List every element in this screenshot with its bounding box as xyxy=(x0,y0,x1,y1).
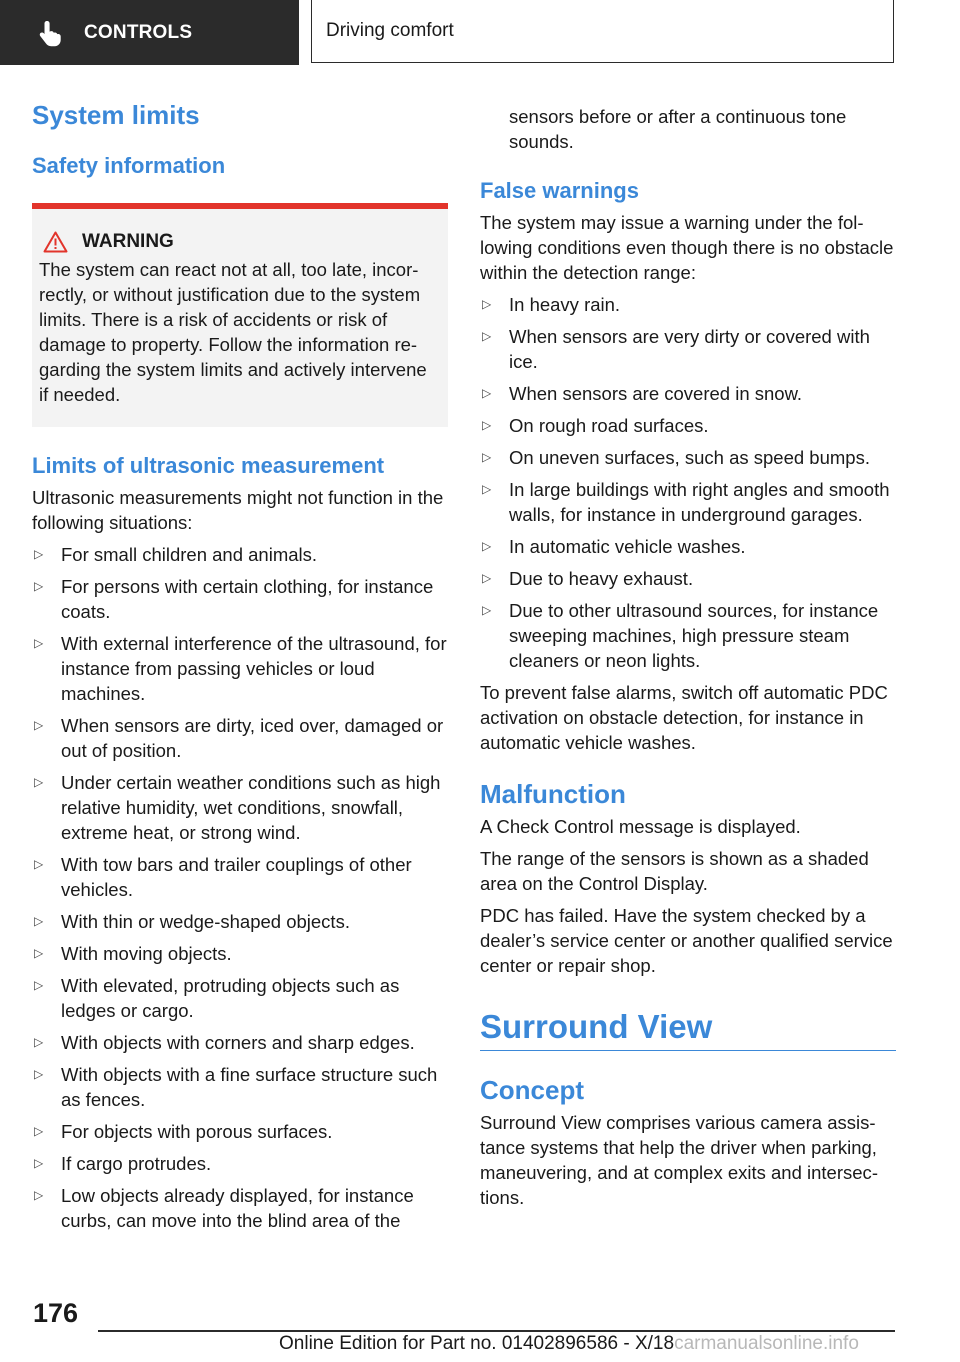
triangle-bullet-icon: ▷ xyxy=(482,418,492,432)
triangle-bullet-icon: ▷ xyxy=(34,579,44,593)
triangle-bullet-icon: ▷ xyxy=(482,450,492,464)
triangle-bullet-icon: ▷ xyxy=(34,547,44,561)
right-column xyxy=(480,100,896,1210)
heading-false-warnings: False warnings xyxy=(480,178,639,203)
triangle-bullet-icon: ▷ xyxy=(34,1156,44,1170)
warning-box xyxy=(32,203,448,427)
warning-label: WARNING xyxy=(82,231,174,252)
false-intro: The system may issue a warning under the following conditions even though there is no obstacle within the detection range: xyxy=(480,212,894,283)
edition-text: Online Edition for Part no. 01402896586 - X/18 xyxy=(279,1333,675,1354)
triangle-bullet-icon: ▷ xyxy=(482,386,492,400)
watermark-text: carmanualsonline.info xyxy=(674,1333,859,1354)
heading-malfunction: Malfunction xyxy=(480,779,626,809)
list-item: ▷ Due to other ultrasound sources, for instance sweeping machines, high pressure steam cleaners or neon lights. xyxy=(482,600,879,671)
triangle-bullet-icon: ▷ xyxy=(34,636,44,650)
triangle-bullet-icon: ▷ xyxy=(34,857,44,871)
list-item: ▷ When sensors are dirty, iced over, damaged or out of position. xyxy=(34,715,444,761)
limits-list xyxy=(32,542,448,1233)
triangle-bullet-icon: ▷ xyxy=(482,297,492,311)
section-label: CONTROLS xyxy=(84,21,193,43)
list-item: ▷ With external interference of the ultrasound, for instance from passing vehicles or loud machines. xyxy=(34,633,447,704)
warning-triangle-icon xyxy=(43,231,68,253)
list-item: ▷ When sensors are covered in snow. xyxy=(482,383,803,404)
header-section-tab xyxy=(0,0,299,65)
limits-intro: Ultrasonic measurements might not function in the following situations: xyxy=(32,487,444,533)
subtitle-safety-information: Safety information xyxy=(32,153,226,178)
list-item: ▷ With thin or wedge-shaped objects. xyxy=(34,911,350,932)
triangle-bullet-icon: ▷ xyxy=(482,482,492,496)
list-item: ▷ For objects with porous surfaces. xyxy=(34,1121,333,1142)
list-item: ▷ On rough road surfaces. xyxy=(482,415,709,436)
malfunction-text-1: A Check Control message is displayed. xyxy=(480,816,801,837)
list-item: ▷ Under certain weather conditions such as high relative humidity, wet conditions, snowfall, extreme heat, or strong wind. xyxy=(34,772,441,843)
list-item: ▷ With objects with a fine surface structure such as fences. xyxy=(34,1064,438,1110)
triangle-bullet-icon: ▷ xyxy=(482,571,492,585)
heading-limits-ultrasonic: Limits of ultrasonic measurement xyxy=(32,453,385,478)
heading-concept: Concept xyxy=(480,1075,584,1105)
warning-text: The system can react not at all, too late, incorrectly, or without justification due to the system limits. There is a risk of accidents or risk of damage to property. Follow the information regarding the system limits and actively intervene if needed. xyxy=(39,259,427,405)
list-item: ▷ For small children and animals. xyxy=(34,544,318,565)
list-item: ▷ With tow bars and trailer couplings of other vehicles. xyxy=(34,854,412,900)
header-chapter-tab xyxy=(311,0,894,63)
malfunction-text-2: The range of the sensors is shown as a shaded area on the Control Display. xyxy=(480,848,869,894)
triangle-bullet-icon: ▷ xyxy=(34,775,44,789)
triangle-bullet-icon: ▷ xyxy=(34,978,44,992)
section-title-surround-view: Surround View xyxy=(480,1008,713,1045)
triangle-bullet-icon: ▷ xyxy=(482,539,492,553)
triangle-bullet-icon: ▷ xyxy=(34,1188,44,1202)
triangle-bullet-icon: ▷ xyxy=(34,1067,44,1081)
list-item: ▷ In large buildings with right angles and smooth walls, for instance in underground garages. xyxy=(482,479,890,525)
triangle-bullet-icon: ▷ xyxy=(482,329,492,343)
list-item: ▷ When sensors are very dirty or covered with ice. xyxy=(482,326,870,372)
footer-divider xyxy=(98,1330,895,1332)
section-title-system-limits: System limits xyxy=(32,100,200,130)
page-number: 176 xyxy=(33,1298,79,1328)
list-item: ▷ With moving objects. xyxy=(34,943,232,964)
surround-view-title-block xyxy=(480,1008,896,1051)
triangle-bullet-icon: ▷ xyxy=(482,603,492,617)
warning-header xyxy=(39,231,441,253)
triangle-bullet-icon: ▷ xyxy=(34,1035,44,1049)
triangle-bullet-icon: ▷ xyxy=(34,1124,44,1138)
malfunction-text-3: PDC has failed. Have the system checked by a dealer’s service center or another qualified service center or repair shop. xyxy=(480,905,893,976)
concept-text: Surround View comprises various camera assistance systems that help the driver when parking, maneuvering, and at complex exits and intersections. xyxy=(480,1112,878,1208)
hand-pointer-icon xyxy=(38,19,64,47)
list-item: ▷ Low objects already displayed, for instance curbs, can move into the blind area of the xyxy=(34,1185,414,1231)
list-item: ▷ With objects with corners and sharp edges. xyxy=(34,1032,415,1053)
triangle-bullet-icon: ▷ xyxy=(34,718,44,732)
triangle-bullet-icon: ▷ xyxy=(34,914,44,928)
false-outro: To prevent false alarms, switch off automatic PDC activation on obstacle detection, for instance in automatic vehicle washes. xyxy=(480,682,888,753)
left-column xyxy=(32,100,448,1233)
continuation-text: sensors before or after a continuous tone sounds. xyxy=(509,106,847,152)
list-item: ▷ With elevated, protruding objects such as ledges or cargo. xyxy=(34,975,400,1021)
footer-edition xyxy=(279,1333,859,1355)
list-item: ▷ In automatic vehicle washes. xyxy=(482,536,746,557)
list-item: ▷ If cargo protrudes. xyxy=(34,1153,212,1174)
list-item: ▷ In heavy rain. xyxy=(482,294,621,315)
list-item: ▷ On uneven surfaces, such as speed bumps. xyxy=(482,447,870,468)
list-item: ▷ Due to heavy exhaust. xyxy=(482,568,694,589)
list-item: ▷ For persons with certain clothing, for instance coats. xyxy=(34,576,434,622)
triangle-bullet-icon: ▷ xyxy=(34,946,44,960)
false-warnings-list xyxy=(480,292,896,673)
chapter-label: Driving comfort xyxy=(326,20,454,41)
